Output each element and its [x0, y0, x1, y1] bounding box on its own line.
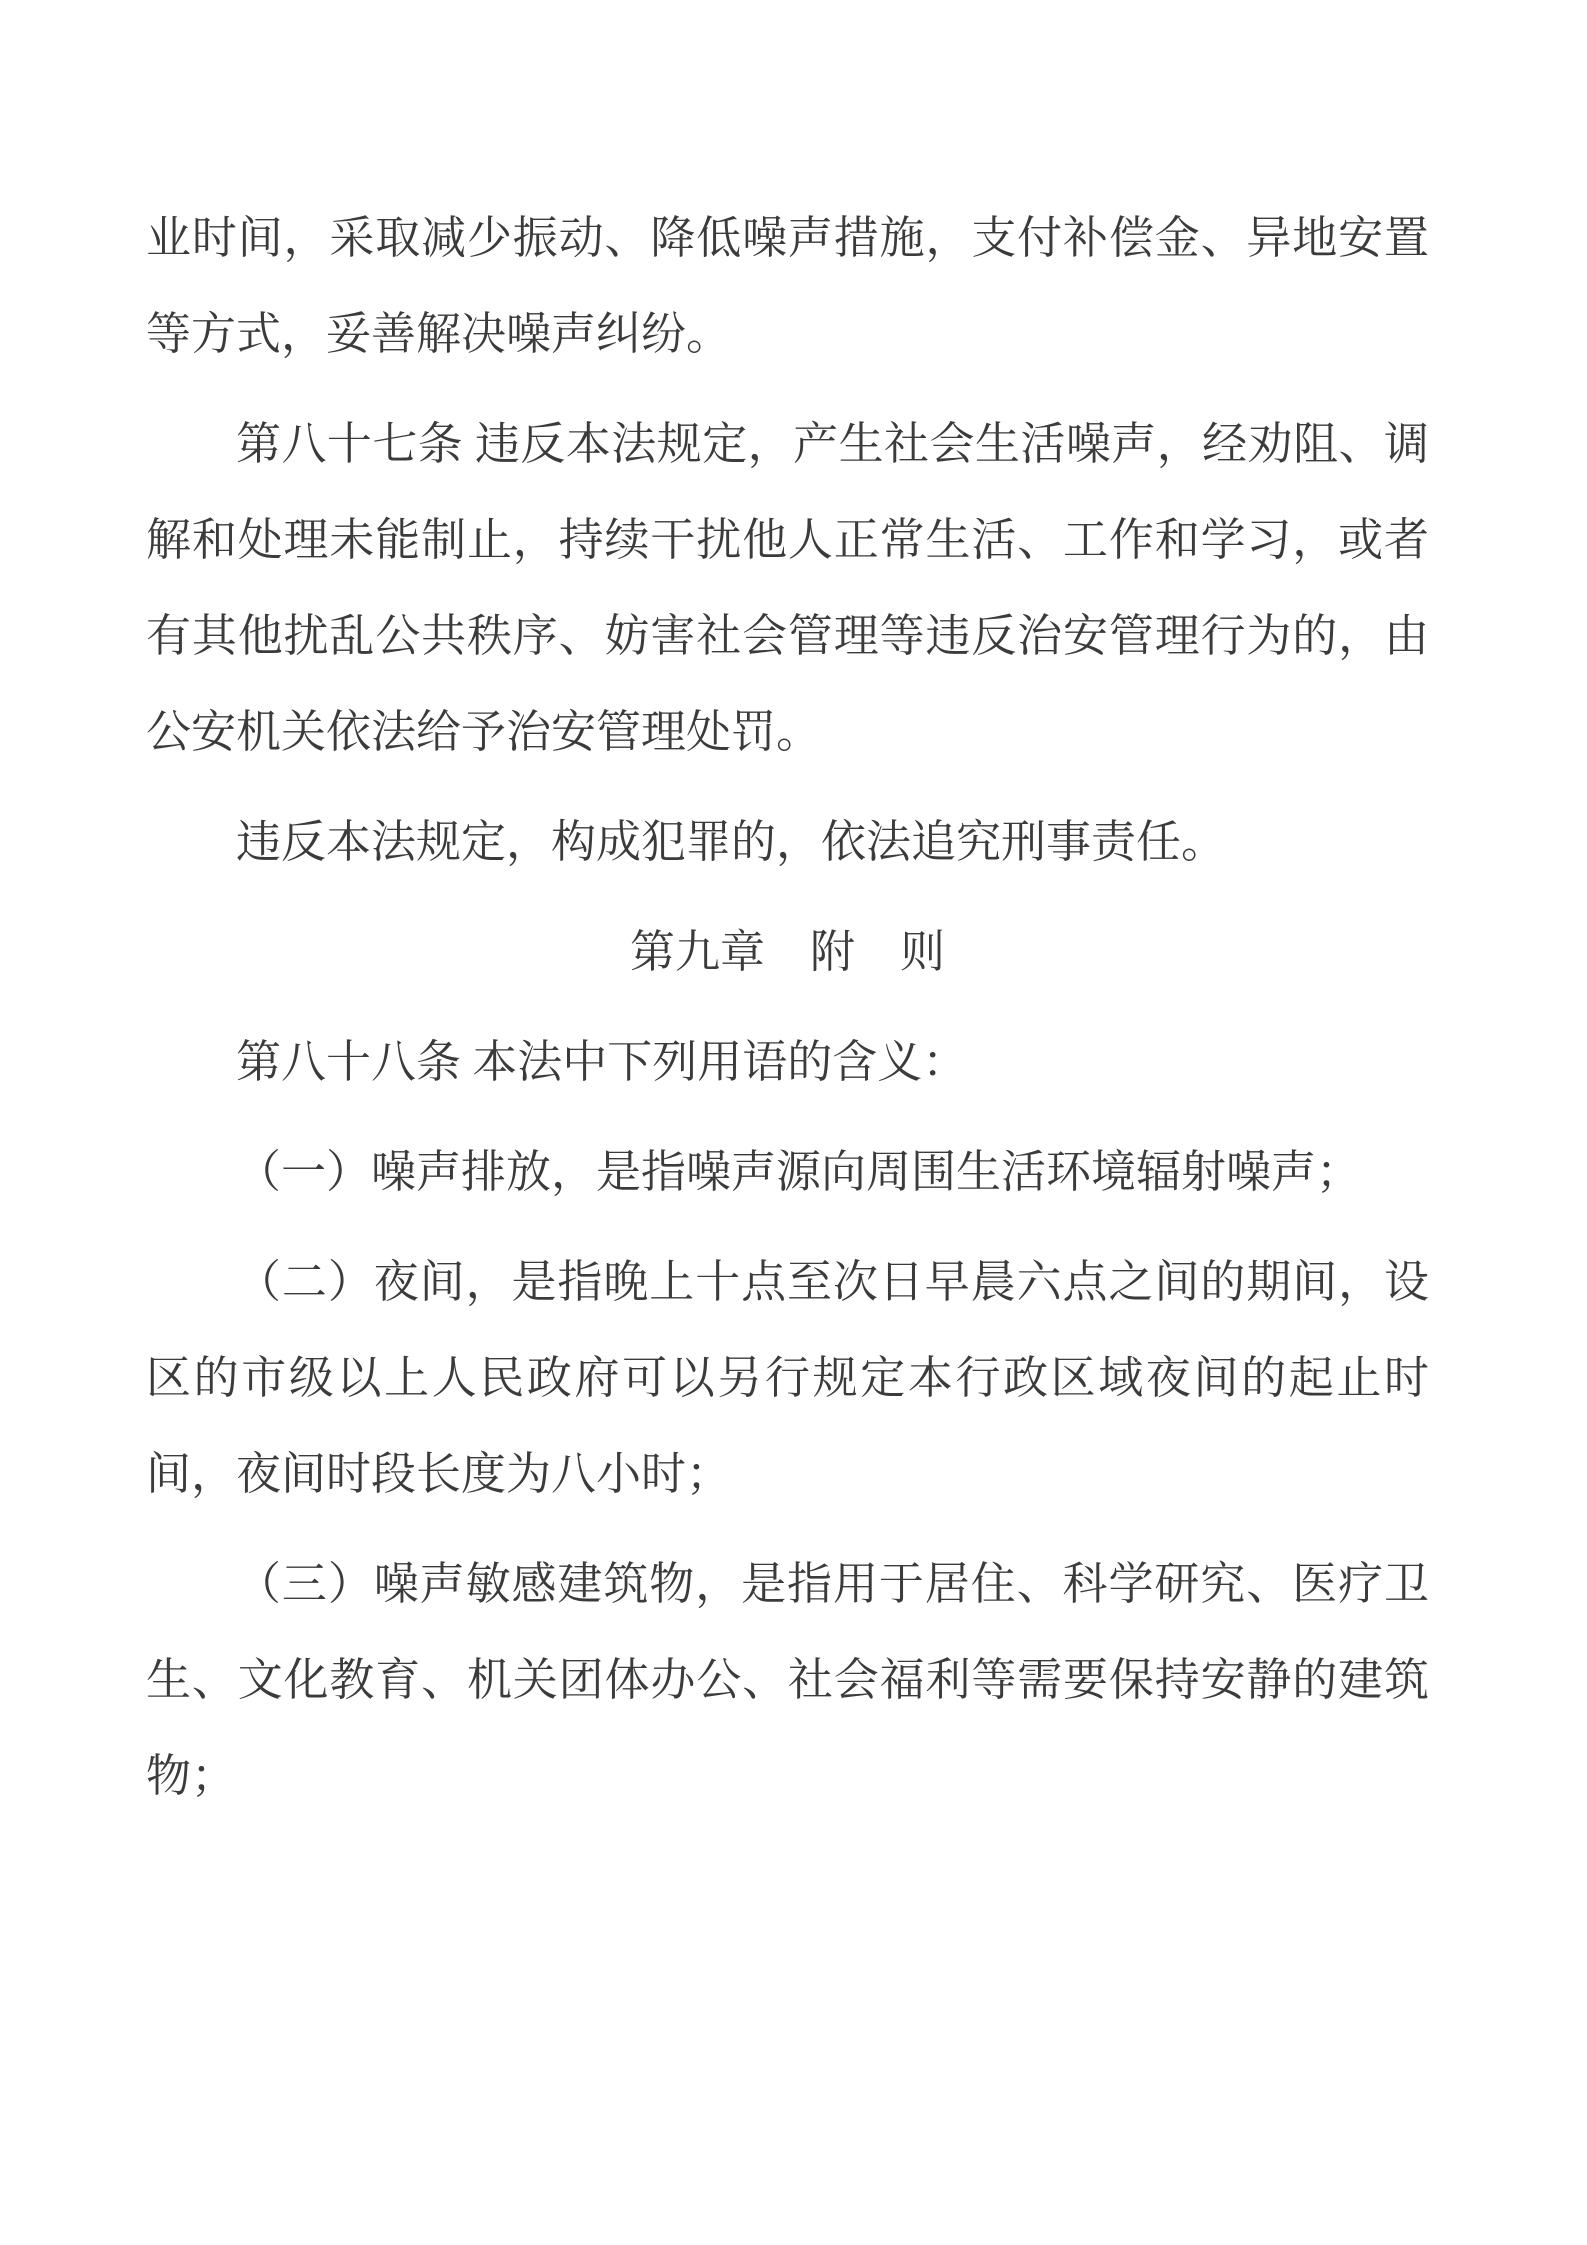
paragraph: （一）噪声排放，是指噪声源向周围生活环境辐射噪声；: [236, 1147, 1362, 1197]
chapter-heading: 第九章 附 则: [629, 927, 945, 977]
document-body: [146, 190, 1429, 1824]
paragraph: 第八十七条 违反本法规定，产生社会生活噪声，经劝阻、调解和处理未能制止，持续干扰他人正常生活、工作和学习，或者有其他扰乱公共秩序、妨害社会管理等违反治安管理行为的，由公安机关依法给予治安管理处罚。: [146, 419, 1429, 757]
paragraph: 违反本法规定，构成犯罪的，依法追究刑事责任。: [236, 817, 1227, 867]
paragraph: （三）噪声敏感建筑物，是指用于居住、科学研究、医疗卫生、文化教育、机关团体办公、社会福利等需要保持安静的建筑物；: [146, 1559, 1429, 1801]
paragraph: （二）夜间，是指晚上十点至次日早晨六点之间的期间，设区的市级以上人民政府可以另行规定本行政区域夜间的起止时间，夜间时段长度为八小时；: [146, 1257, 1429, 1499]
paragraph: 业时间，采取减少振动、降低噪声措施，支付补偿金、异地安置等方式，妥善解决噪声纠纷。: [146, 213, 1429, 359]
paragraph: 第八十八条 本法中下列用语的含义：: [236, 1037, 968, 1087]
